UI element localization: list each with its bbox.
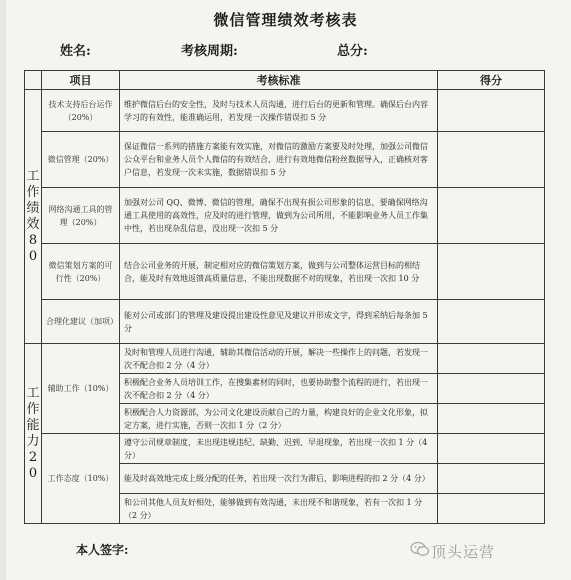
- table-row: [25, 344, 545, 374]
- period-label: 考核周期:: [181, 44, 238, 59]
- criteria-cell: 积极配合业务人员培训工作，在搜集素材的同时，也要协助整个流程的进行，若出现一次不配合扣 2 分（4 分）: [120, 374, 438, 404]
- score-cell[interactable]: [438, 344, 545, 374]
- table-row: [25, 90, 545, 132]
- item-cell: 微信策划方案的可行性（20%）: [42, 244, 120, 300]
- assessment-table: [24, 70, 545, 524]
- corner-cell: [25, 71, 42, 90]
- score-cell[interactable]: [438, 90, 545, 132]
- wechat-icon: [410, 540, 430, 558]
- section-ability-label: 工 作 能 力 2 0: [25, 344, 42, 524]
- score-cell[interactable]: [438, 434, 545, 464]
- score-cell[interactable]: [438, 494, 545, 524]
- document-title: 微信管理绩效考核表: [213, 11, 358, 29]
- criteria-cell: 保证微信一系列的措施方案能有效实施，对微信的激励方案要及时处理，加强公司微信公众平台和业务人员个人微信的有效结合，进行有效地微信粉丝数据导入，正确核对客户信息，若发现一次未实施，数据错误扣 5 分: [120, 132, 438, 188]
- score-cell[interactable]: [438, 132, 545, 188]
- page-edge: [0, 0, 6, 580]
- item-cell: 合理化建议（加项）: [42, 300, 120, 344]
- criteria-cell: 维护微信后台的安全性，及时与技术人员沟通，进行后台的更新和管理。确保后台内容学习的有效性，能准确运用，若发现一次操作错误扣 5 分: [120, 90, 438, 132]
- name-label: 姓名:: [60, 44, 91, 59]
- score-cell[interactable]: [438, 374, 545, 404]
- criteria-cell: 和公司其他人员友好相处，能够做到有效沟通，未出现不和谐现象，若有一次扣 1 分（2 分）: [120, 494, 438, 524]
- signature-label: 本人签字:: [76, 543, 129, 557]
- header-score: 得分: [438, 71, 545, 90]
- criteria-cell: 结合公司业务的开展，制定相对应的微信策划方案，做到与公司整体运营目标的相结合，能及时有效地返馈高质量信息，不能出现数据不对的现象，若出现一次扣 10 分: [120, 244, 438, 300]
- score-cell[interactable]: [438, 244, 545, 300]
- table-row: [25, 132, 545, 188]
- item-cell: 技术支持后台运作（20%）: [42, 90, 120, 132]
- item-cell: 网络沟通工具的管理（20%）: [42, 188, 120, 244]
- criteria-cell: 能对公司或部门的管理及建设提出建设性意见及建议并形成文字，得到采纳后每条加 5 分: [120, 300, 438, 344]
- section-performance-label: 工 作 绩 效 8 0: [25, 90, 42, 344]
- criteria-cell: 及时和管理人员进行沟通，辅助其微信活动的开展，解决一些操作上的问题，若发现一次不配合扣 2 分（4 分）: [120, 344, 438, 374]
- item-cell: 微信管理（20%）: [42, 132, 120, 188]
- table-row: [25, 244, 545, 300]
- table-row: [25, 300, 545, 344]
- criteria-cell: 遵守公司规章制度，未出现违规违纪、缺勤、迟到、早退现象，若出现一次扣 1 分（4 分）: [120, 434, 438, 464]
- item-cell: 辅助工作（10%）: [42, 344, 120, 434]
- table-row: [25, 434, 545, 464]
- header-criteria: 考核标准: [120, 71, 438, 90]
- score-cell[interactable]: [438, 188, 545, 244]
- criteria-cell: 积极配合人力资源部，为公司文化建设贡献自己的力量，构建良好的企业文化形象，拟定方案，进行实施，否则一次扣 1 分（2 分）: [120, 404, 438, 434]
- criteria-cell: 能及时高效地完成上级分配的任务，若出现一次行为滞后，影响进程的扣 2 分（4 分）: [120, 464, 438, 494]
- criteria-cell: 加强对公司 QQ、微博、微信的管理，确保不出现有损公司形象的信息，要确保网络沟通工具使用的高效性，应及时的进行管理，做到为公司所用，不能影响业务人员工作集中性，若出现杂乱信息，没出现一次扣 5 分: [120, 188, 438, 244]
- table-row: [25, 188, 545, 244]
- score-cell[interactable]: [438, 300, 545, 344]
- score-cell[interactable]: [438, 464, 545, 494]
- item-cell: 工作态度（10%）: [42, 434, 120, 524]
- watermark-text: 顶头运营: [431, 543, 496, 561]
- header-item: 项目: [42, 71, 120, 90]
- table-header-row: [25, 71, 545, 90]
- score-cell[interactable]: [438, 404, 545, 434]
- total-score-label: 总分:: [337, 44, 368, 59]
